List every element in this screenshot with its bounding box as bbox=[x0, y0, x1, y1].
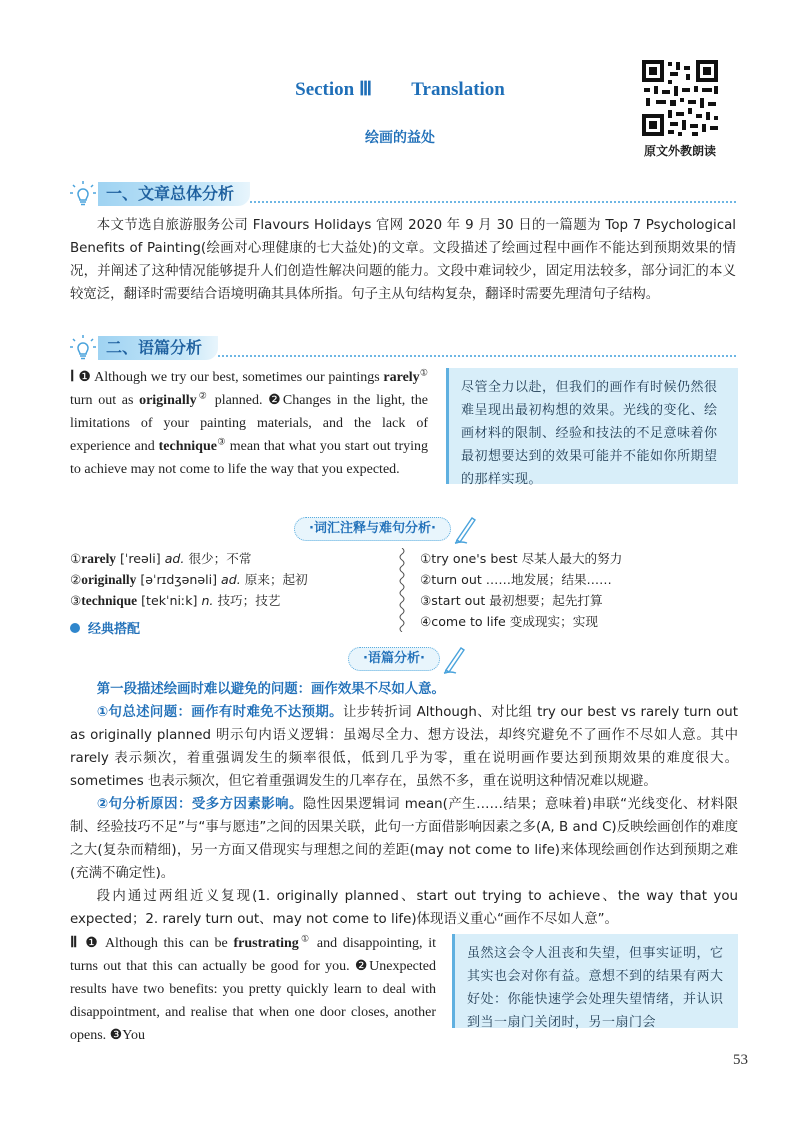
overview-paragraph: 本文节选自旅游服务公司 Flavours Holidays 官网 2020 年 9 月 30 日的一篇题为 Top 7 Psychological Benefits of Painting(绘画对心理健康的七大益处)的文章。文段描述了绘画过程中画作不能达到预期效果的情况，并阐述了这种情况能够提升人们创造性解决问题的能力。文段中难词较少，固定用法较多，部分词汇的本义较宽泛，翻译时需要结合语境明确其具体所指。句子主从句结构复杂，翻译时需要先理清句子结构。 bbox=[70, 218, 736, 302]
discourse-point-3: 段内通过两组近义复现(1. originally planned、start out trying to achieve、the way that you expected；2. rarely turn out、may not come to life)体现语义重心“画作不尽如人意”。 bbox=[70, 889, 738, 927]
qr-code-icon[interactable] bbox=[640, 58, 720, 138]
paragraph-1-english: Ⅰ ❶ Although we try our best, sometimes our paintings rarely① turn out as originally② planned. ❷Changes in the light, the limitations of your painting materials, and the lack of experience and technique③ mean that what you start out trying to achieve may not come to life the way that you expected. bbox=[70, 367, 429, 477]
pen-icon bbox=[442, 644, 466, 674]
phrase-item: ②turn out ……地发展；结果…… bbox=[420, 572, 612, 587]
phrase-item: ④come to life 变成现实；实现 bbox=[420, 614, 598, 629]
lightbulb-icon bbox=[68, 334, 98, 362]
section-numeral: Ⅲ bbox=[358, 79, 373, 100]
pen-icon bbox=[453, 514, 477, 544]
vocab-badge bbox=[294, 514, 477, 544]
section-1-heading bbox=[68, 180, 736, 208]
vocab-word: rarely bbox=[383, 370, 420, 385]
wavy-divider bbox=[398, 548, 406, 632]
lightbulb-icon bbox=[68, 180, 98, 208]
vocab-list-right bbox=[420, 548, 720, 632]
qr-caption: 原文外教朗读 bbox=[643, 144, 716, 158]
discourse-point-2: ②句分析原因：受多方因素影响。隐性因果逻辑词 mean(产生……结果；意味着)串联“光线变化、材料限制、经验技巧不足”与“事与愿违”之间的因果关联，此句一方面借影响因素之多(A, B and C)反映绘画创作的难度之大(复杂而精细)，另一方面又借现实与理想之间的差距(may not come to life)来体现绘画创作达到预期之难(充满不确定性)。 bbox=[70, 797, 738, 881]
collocations-label: 经典搭配 bbox=[70, 618, 140, 637]
vocab-word: frustrating bbox=[233, 936, 299, 951]
vocab-list-left bbox=[70, 548, 390, 611]
vocab-word: technique bbox=[158, 439, 217, 454]
vocab-item: ①rarely [ˈreəli] ad. 很少；不常 bbox=[70, 551, 252, 566]
paragraph-1-translation: 尽管全力以赴，但我们的画作有时候仍然很难呈现出最初构想的效果。光线的变化、绘画材料的限制、经验和技法的不足意味着你最初想要达到的效果可能并不能如你所期望的那样实现。 bbox=[446, 368, 738, 484]
paragraph-2-translation: 虽然这会令人沮丧和失望，但事实证明，它其实也会对你有益。意想不到的结果有两大好处：你能快速学会处理失望情绪，并认识到当一扇门关闭时，另一扇门会 bbox=[452, 934, 738, 1028]
section-word: Section bbox=[295, 79, 355, 100]
section-name: Translation bbox=[411, 79, 505, 100]
section-2-heading bbox=[68, 334, 736, 362]
discourse-point-1: ①句总述问题：画作有时难免不达预期。让步转折词 Although、对比组 try our best vs rarely turn out as originally planned 明示句内语义逻辑：虽竭尽全力、想方设法，却终究避免不了画作不尽如人意。其中 rarely 表示频次，着重强调发生的频率很低，低到几乎为零，重在说明画作要达到预期效果的难度很大。sometimes 也表示频次，但它着重强调发生的几率存在，虽然不多，重在说明这种情况难以规避。 bbox=[70, 705, 738, 789]
discourse-badge-label: ·语篇分析· bbox=[348, 647, 440, 671]
vocab-badge-label: ·词汇注释与难句分析· bbox=[294, 517, 451, 541]
paragraph-numeral: Ⅱ bbox=[70, 935, 80, 951]
section-1-title: 一、文章总体分析 bbox=[98, 182, 250, 206]
vocab-item: ③technique [tekˈniːk] n. 技巧；技艺 bbox=[70, 593, 281, 608]
discourse-badge bbox=[348, 644, 466, 674]
article-subtitle: 绘画的益处 bbox=[365, 130, 435, 146]
phrase-item: ①try one's best 尽某人最大的努力 bbox=[420, 551, 623, 566]
vocab-item: ②originally [əˈrɪdʒənəli] ad. 原来；起初 bbox=[70, 572, 308, 587]
page-number: 53 bbox=[733, 1052, 748, 1068]
paragraph-numeral: Ⅰ bbox=[70, 369, 75, 385]
paragraph-2-english: Ⅱ ❶ Although this can be frustrating① and disappointing, it turns out that this can actually be good for you. ❷Unexpected results have two benefits: you pretty quickly learn to deal with disappointment, and realise that when one door closes, another opens. ❸You bbox=[70, 933, 437, 1043]
bullet-dot-icon bbox=[70, 623, 80, 633]
vocab-word: originally bbox=[139, 393, 197, 408]
discourse-analysis bbox=[70, 678, 738, 931]
phrase-item: ③start out 最初想要；起先打算 bbox=[420, 593, 603, 608]
discourse-lead: 第一段描述绘画时难以避免的问题：画作效果不尽如人意。 bbox=[96, 682, 445, 697]
section-2-title: 二、语篇分析 bbox=[98, 336, 218, 360]
